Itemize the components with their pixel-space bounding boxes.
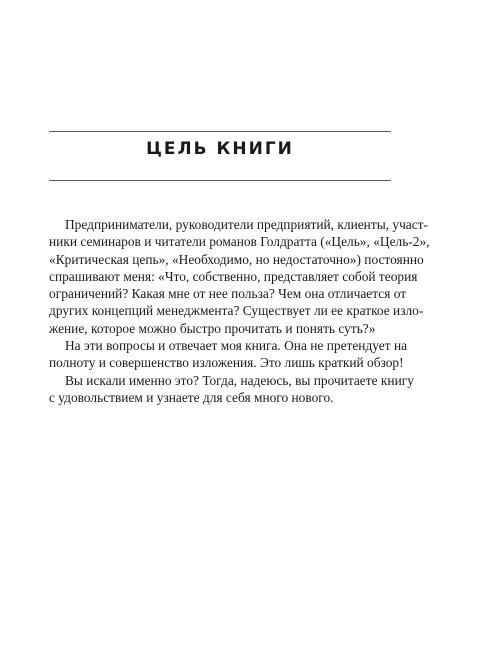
- text-line: ники семинаров и читатели романов Голдратта («Цель», «Цель-2»,: [49, 234, 430, 250]
- text-line: других концепций менеджмента? Существует ли ее краткое изло-: [49, 303, 424, 319]
- text-line: ограничений? Какая мне от нее польза? Чем она отличается от: [49, 286, 407, 302]
- paragraph-2: [49, 337, 408, 372]
- text-line: Вы искали именно это? Тогда, надеюсь, вы прочитаете книгу: [65, 372, 414, 388]
- paragraph-1: [49, 216, 430, 337]
- text-line: с удовольствием и узнаете для себя много нового.: [49, 389, 334, 405]
- paragraph-3: [49, 372, 414, 407]
- chapter-heading: ЦЕЛЬ КНИГИ: [146, 139, 294, 159]
- text-line: Предприниматели, руководители предприятий, клиенты, участ-: [65, 217, 429, 232]
- body-text: [49, 216, 430, 406]
- heading-rule-top: [49, 131, 391, 132]
- text-line: На эти вопросы и отвечает моя книга. Она не претендует на: [65, 338, 408, 354]
- text-line: «Критическая цепь», «Необходимо, но недостаточно») постоянно: [49, 251, 424, 267]
- text-line: жение, которое можно быстро прочитать и понять суть?»: [49, 320, 376, 336]
- text-line: спрашивают меня: «Что, собственно, представляет собой теория: [49, 268, 418, 284]
- text-line: полноту и совершенство изложения. Это лишь краткий обзор!: [49, 355, 404, 371]
- heading-rule-bottom: [49, 180, 391, 181]
